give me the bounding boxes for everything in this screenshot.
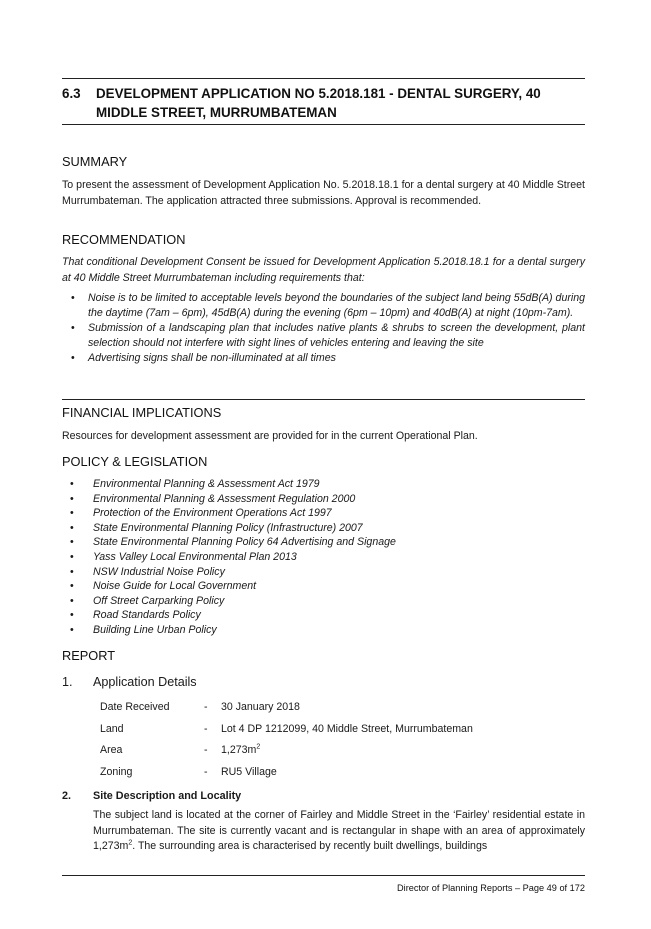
list-item: • Building Line Urban Policy <box>70 623 217 636</box>
row-value: 30 January 2018 <box>221 701 300 713</box>
list-item: • Road Standards Policy <box>70 609 201 622</box>
row-label: Date Received <box>100 701 170 713</box>
recommendation-intro: That conditional Development Consent be issued for Development Application 5.2018.18.1 for a dental surgery at 40 Middle Street Murrumbateman including requirements that: <box>62 256 585 284</box>
row-value: Lot 4 DP 1212099, 40 Middle Street, Murrumbateman <box>221 723 473 735</box>
section-rule <box>62 399 585 400</box>
list-item: • Yass Valley Local Environmental Plan 2013 <box>70 550 297 563</box>
list-item: • NSW Industrial Noise Policy <box>70 565 225 578</box>
report-page: 6.3 DEVELOPMENT APPLICATION NO 5.2018.181 - DENTAL SURGERY, 40 MIDDLE STREET, MURRUMBATEMAN SUMMARY To present the assessment of Development Application No. 5.2018.18.1 for a dental surgery at 40 Middle Street Murrumbateman. The application attracted three submissions. Approval is recommended. RECOMMENDATION That conditional Development Consent be issued for Development Application 5.2018.18.1 for a dental surgery at 40 Middle Street Murrumbateman including requirements that: • Noise is to be limited to acceptable levels beyond the boundaries of the subject land being 55dB(A) during the daytime (7am – 6pm), 45dB(A) during the evening (6pm – 10pm) and 40dB(A) at night (10pm-7am). • Submission of a landscaping plan that includes native plants & shrubs to screen the development, plant selection should not interfere with sight lines of vehicles entering and leaving the site • Advertising signs shall be non-illuminated at all times FINANCIAL IMPLICATIONS Resources for development assessment are provided for in the current Operational Plan. POLICY & LEGISLATION • Environmental Planning & Assessment Act 1979 • Environmental Planning & Assessment Regulation 2000 • Protection of the Environment Operations Act 1997 • State Environmental Planning Policy (Infrastructure) 2007 • State Environmental Planning Policy 64 Advertising and Signage • Yass Valley Local Environmental Plan 2013 • NSW Industrial Noise Policy • Noise Guide for Local Government • Off Street Carparking Policy • Road Standards Policy • Building Line Urban Policy REPORT 1. Application Details Date Received - 30 January 2018 Land - Lot 4 DP 1212099, 40 Middle Street, Murrumbateman Area - $1,273m^2$ Zoning - RU5 Village 2. Site Description and Locality The subject land is located at the corner of Fairley and Middle Street in the ‘Fairley’ residential estate in Murrumbateman. The site is currently vacant and is rectangular in shape with an area of approximately $1,273m^2$. The surrounding area is characterised by recently built dwellings, buildings Director of Planning Reports – Page 49 of 172 <box>0 0 651 929</box>
site-description-text: The subject land is located at the corner of Fairley and Middle Street in the ‘Fairley’ residential estate in Murrumbateman. The site is currently vacant and is rectangular in shape with an area of approximately $1,273m^2$. The surrounding area is characterised by recently built dwellings, buildings <box>93 809 585 852</box>
policy-list <box>62 477 396 638</box>
item-number: 6.3 <box>62 86 81 101</box>
list-item: • State Environmental Planning Policy 64 Advertising and Signage <box>70 536 396 549</box>
row-label: Land <box>100 723 124 735</box>
list-item: • Submission of a landscaping plan that includes native plants & shrubs to screen the development, plant selection should not interfere with sight lines of vehicles entering and leaving the site <box>71 322 585 349</box>
list-item: • Noise Guide for Local Government <box>70 580 257 593</box>
list-item: • Protection of the Environment Operations Act 1997 <box>70 507 332 520</box>
financial-heading: FINANCIAL IMPLICATIONS <box>62 405 222 420</box>
section-title: Application Details <box>93 675 197 689</box>
list-item: • Off Street Carparking Policy <box>70 594 225 607</box>
section-number: 1. <box>62 675 73 689</box>
row-label: Area <box>100 744 123 756</box>
recommendation-heading: RECOMMENDATION <box>62 232 186 247</box>
row-label: Zoning <box>100 766 133 778</box>
report-heading: REPORT <box>62 648 116 663</box>
row-value: $1,273m^2$ <box>221 743 261 756</box>
section-number: 2. <box>62 790 72 802</box>
title-top-rule <box>62 78 585 79</box>
policy-heading: POLICY & LEGISLATION <box>62 454 208 469</box>
section-title: Site Description and Locality <box>93 790 242 802</box>
item-title-text: DEVELOPMENT APPLICATION NO 5.2018.181 - DENTAL SURGERY, 40 MIDDLE STREET, MURRUMBATEMAN <box>96 86 541 120</box>
row-value: RU5 Village <box>221 766 277 778</box>
summary-text: To present the assessment of Development Application No. 5.2018.18.1 for a dental surgery at 40 Middle Street Murrumbateman. The application attracted three submissions. Approval is recommended. <box>62 179 585 207</box>
list-item: • Environmental Planning & Assessment Act 1979 <box>70 478 320 490</box>
financial-text: Resources for development assessment are provided for in the current Operational Plan. <box>62 430 478 442</box>
recommendation-list <box>62 291 585 366</box>
item-title <box>62 84 585 122</box>
list-item: • Environmental Planning & Assessment Regulation 2000 <box>70 492 356 505</box>
list-item: • Noise is to be limited to acceptable levels beyond the boundaries of the subject land being 55dB(A) during the daytime (7am – 6pm), 45dB(A) during the evening (6pm – 10pm) and 40dB(A) at night (10pm-7am). <box>71 292 585 319</box>
page-footer: Director of Planning Reports – Page 49 of 172 <box>397 883 585 893</box>
list-item: • State Environmental Planning Policy (Infrastructure) 2007 <box>70 521 363 534</box>
title-bottom-rule <box>62 124 585 125</box>
list-item: • Advertising signs shall be non-illuminated at all times <box>71 352 336 364</box>
footer-rule <box>62 875 585 876</box>
summary-heading: SUMMARY <box>62 154 128 169</box>
